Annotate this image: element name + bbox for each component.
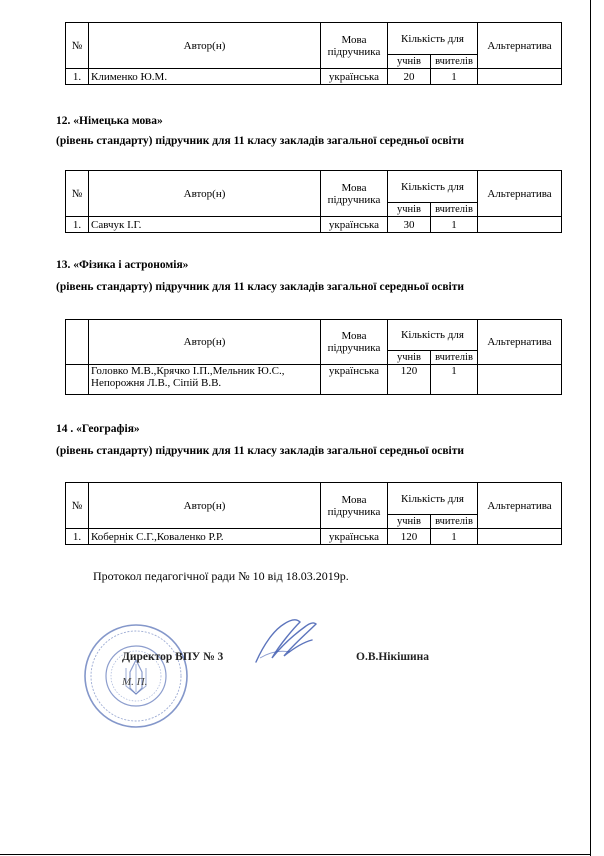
cell-author: Кобернік С.Г.,Коваленко Р.Р. (89, 529, 321, 545)
header-language: Мова підручника (321, 320, 388, 365)
header-count: Кількість для (388, 483, 478, 515)
header-students: учнів (388, 351, 431, 365)
cell-teachers: 1 (431, 365, 478, 395)
header-alternative: Альтернатива (478, 483, 562, 529)
header-author: Автор(н) (89, 23, 321, 69)
signature-icon (250, 614, 320, 670)
page-edge-right (590, 0, 591, 856)
cell-teachers: 1 (431, 217, 478, 233)
header-alternative: Альтернатива (478, 171, 562, 217)
cell-alternative (478, 217, 562, 233)
textbook-table-1 (65, 22, 562, 85)
table-row (66, 217, 562, 233)
cell-language: українська (321, 69, 388, 85)
textbook-table-14 (65, 482, 562, 545)
table-row (66, 365, 562, 395)
header-alternative: Альтернатива (478, 320, 562, 365)
header-count: Кількість для (388, 23, 478, 55)
textbook-table-13 (65, 319, 562, 395)
header-num: № (66, 483, 89, 529)
header-students: учнів (388, 203, 431, 217)
cell-students: 20 (388, 69, 431, 85)
section-13-subtitle: (рівень стандарту) підручник для 11 класу закладів загальної середньої освіти (56, 281, 465, 293)
header-num: № (66, 23, 89, 69)
cell-language: українська (321, 365, 388, 395)
cell-students: 120 (388, 365, 431, 395)
header-language: Мова підручника (321, 171, 388, 217)
cell-alternative (478, 529, 562, 545)
textbook-table-12 (65, 170, 562, 233)
cell-alternative (478, 365, 562, 395)
cell-num: 1. (66, 217, 89, 233)
cell-language: українська (321, 217, 388, 233)
header-num (66, 320, 89, 365)
header-alternative: Альтернатива (478, 23, 562, 69)
header-language: Мова підручника (321, 23, 388, 69)
section-12-title: 12. «Німецька мова» (56, 115, 163, 127)
header-teachers: вчителів (431, 203, 478, 217)
header-teachers: вчителів (431, 55, 478, 69)
header-count: Кількість для (388, 171, 478, 203)
cell-num: 1. (66, 69, 89, 85)
cell-author: Клименко Ю.М. (89, 69, 321, 85)
section-14-title: 14 . «Географія» (56, 423, 140, 435)
protocol-note: Протокол педагогічної ради № 10 від 18.03.2019р. (93, 569, 349, 583)
cell-author: Головко М.В.,Крячко І.П.,Мельник Ю.С., Непорожня Л.В., Сіпій В.В. (89, 365, 321, 395)
cell-teachers: 1 (431, 529, 478, 545)
cell-students: 120 (388, 529, 431, 545)
cell-students: 30 (388, 217, 431, 233)
section-14-subtitle: (рівень стандарту) підручник для 11 класу закладів загальної середньої освіти (56, 445, 465, 457)
header-students: учнів (388, 55, 431, 69)
header-teachers: вчителів (431, 351, 478, 365)
header-count: Кількість для (388, 320, 478, 351)
table-row (66, 529, 562, 545)
header-author: Автор(н) (89, 171, 321, 217)
cell-num (66, 365, 89, 395)
table-row (66, 69, 562, 85)
cell-num: 1. (66, 529, 89, 545)
cell-teachers: 1 (431, 69, 478, 85)
section-12-subtitle: (рівень стандарту) підручник для 11 класу закладів загальної середньої освіти (56, 135, 465, 147)
page-edge-bottom (0, 854, 590, 855)
seal-place-label: М. П. (122, 676, 148, 688)
header-num: № (66, 171, 89, 217)
header-author: Автор(н) (89, 483, 321, 529)
cell-author: Савчук І.Г. (89, 217, 321, 233)
director-name: О.В.Нікішина (356, 651, 430, 663)
section-13-title: 13. «Фізика і астрономія» (56, 259, 189, 271)
header-language: Мова підручника (321, 483, 388, 529)
cell-language: українська (321, 529, 388, 545)
header-author: Автор(н) (89, 320, 321, 365)
cell-alternative (478, 69, 562, 85)
director-title: Директор ВПУ № 3 (122, 651, 224, 663)
header-teachers: вчителів (431, 515, 478, 529)
header-students: учнів (388, 515, 431, 529)
